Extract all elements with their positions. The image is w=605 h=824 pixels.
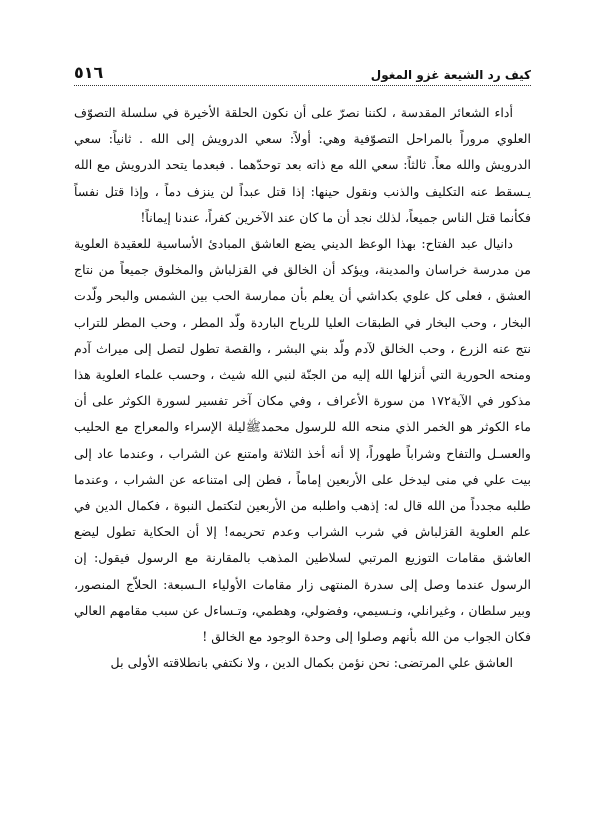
running-title: كيف رد الشيعة غزو المغول xyxy=(370,68,531,82)
paragraph: دانيال عبد الفتاح: بهذا الوعظ الديني يضع العاشق المبادئ الأساسية للعقيدة العلوية من مدرسة خراسان والمدينة، ويؤكد أن الخالق في القزلباش والمخلوق جميعاً من نتاج العشق ، فعلى كل علوي بكداشي أن يعلم بأن ممارسة الحب بين الشمس والبحر ولّدت البخار ، وحب البخار في الطبقات العليا للرياح الباردة ولّد المطر ، وحب المطر للتراب نتج عنه الزرع ، وحب الخالق لآدم ولّد بني البشر ، والقصة تطول لتصل إلى ميراث آدم ومنحه الحورية التي أنزلها الله إليه من الجنّة لنبي الله شيث ، وحسب علماء العلوية هذا مذكور في الآية١٧٢ من سورة الأعراف ، وفي مكان آخر تفسير لسورة الكوثر على أن ماء الكوثر هو الخمر الذي منحه الله للرسول محمدﷺليلة الإسراء والمعراج مع الحليب والعسـل والتفاح وشراباً طهوراً، إلا أنه أخذ الثلاثة وامتنع عن الشراب ، وعندما عاد إلى بيت علي في منى ليدخل على الأربعين إماماً ، فطن إلى امتناعه عن الشراب ، وعندما طلبه مجدداً من الله قال له: إذهب واطلبه من الأربعين لتكتمل النبوة ، فكمال الدين في علم العلوية القزلباش في شرب الشراب وعدم تحريمه! إلا أن الحكاية تطول ليضع العاشق مقامات التوزيع المرتبي لسلاطين المذهب بالمقارنة مع الرسول فيقول: إن الرسول عندما وصل إلى سدرة المنتهى زار مقامات الأولياء الـسبعة: الحلاّج المنصور، وبير سلطان ، وغيرانلي، ونـسيمي، وفضولي، وهطمي، وتـساءل عن سبب مقامهم العالي فكان الجواب من الله بأنهم وصلوا إلى وحدة الوجود مع الخالق ! xyxy=(74,236,531,645)
paragraph: العاشق علي المرتضى: نحن نؤمن بكمال الدين ، ولا نكتفي بانطلاقته الأولى بل xyxy=(110,655,513,671)
page-header xyxy=(74,60,531,86)
paragraph: أداء الشعائر المقدسة ، لكننا نصرّ على أن نكون الحلقة الأخيرة في سلسلة التصوّف العلوي مروراً بالمراحل التصوّفية وهي: أولاً: سعي الدرويش إلى الله . ثانياً: سعي الدرويش والله معاً. ثالثاً: سعي الله مع ذاته بعد توحدّهما . فبعدما يتحد الدرويش مع الله يـسقط عنه التكليف والذنب ونقول حينها: إذا قتل عبداً لن ينزف دماً ، وإذا قتل نفساً فكأنما قتل الناس جميعاً، لذلك نجد أن ما كان عند الآخرين كفراً، عندنا إيماناً! xyxy=(74,105,531,225)
page-number: ٥١٦ xyxy=(74,63,104,82)
body-text xyxy=(74,100,531,676)
